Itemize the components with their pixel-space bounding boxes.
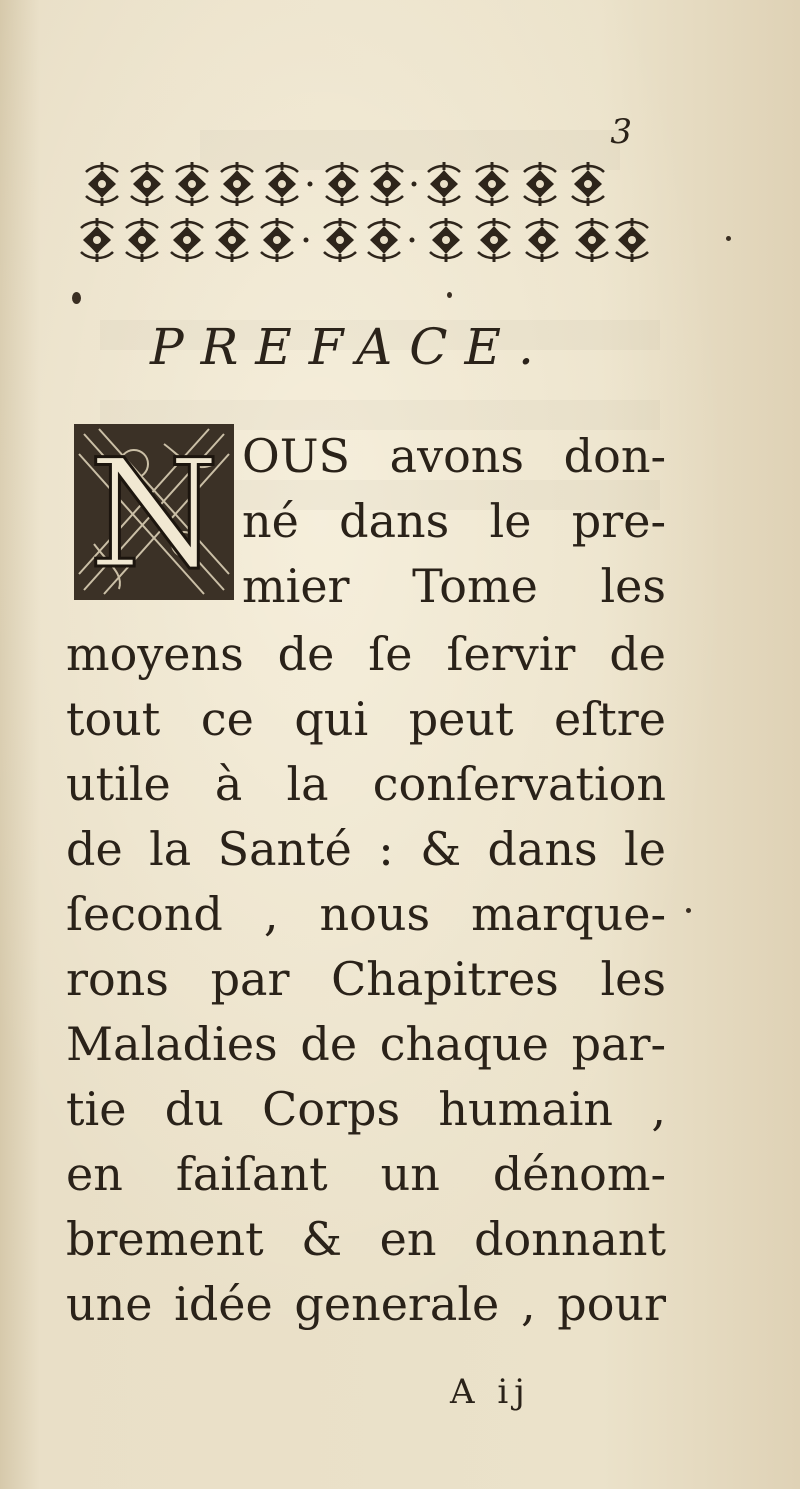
fleuron-row-icon bbox=[72, 160, 662, 270]
ink-speck bbox=[726, 236, 731, 241]
ink-speck bbox=[686, 908, 691, 913]
dropcap-letter: N bbox=[88, 428, 220, 600]
text-line: moyens de ſe ſervir de bbox=[66, 627, 666, 681]
ink-speck bbox=[72, 292, 81, 304]
text-line: tout ce qui peut eſtre bbox=[66, 692, 666, 746]
text-line: rons par Chapitres les bbox=[66, 952, 666, 1006]
text-line: Maladies de chaque par- bbox=[66, 1017, 666, 1071]
page-title: PREFACE. bbox=[150, 318, 551, 376]
text-line: une idée generale , pour bbox=[66, 1277, 666, 1331]
text-line: de la Santé : & dans le bbox=[66, 822, 666, 876]
decorated-initial-N-icon bbox=[74, 424, 234, 600]
text-line: tie du Corps humain , bbox=[66, 1082, 666, 1136]
text-line: brement & en donnant bbox=[66, 1212, 666, 1266]
text-line: mier Tome les bbox=[242, 559, 666, 613]
text-line: OUS avons don- bbox=[242, 429, 666, 483]
text-line: utile à la conſervation bbox=[66, 757, 666, 811]
page-number: 3 bbox=[610, 112, 632, 152]
signature-mark: A ij bbox=[450, 1372, 531, 1412]
ink-speck bbox=[447, 292, 452, 298]
text-line: né dans le pre- bbox=[242, 494, 666, 548]
text-line: ſecond , nous marque- bbox=[66, 887, 666, 941]
text-line: en faiſant un dénom- bbox=[66, 1147, 666, 1201]
